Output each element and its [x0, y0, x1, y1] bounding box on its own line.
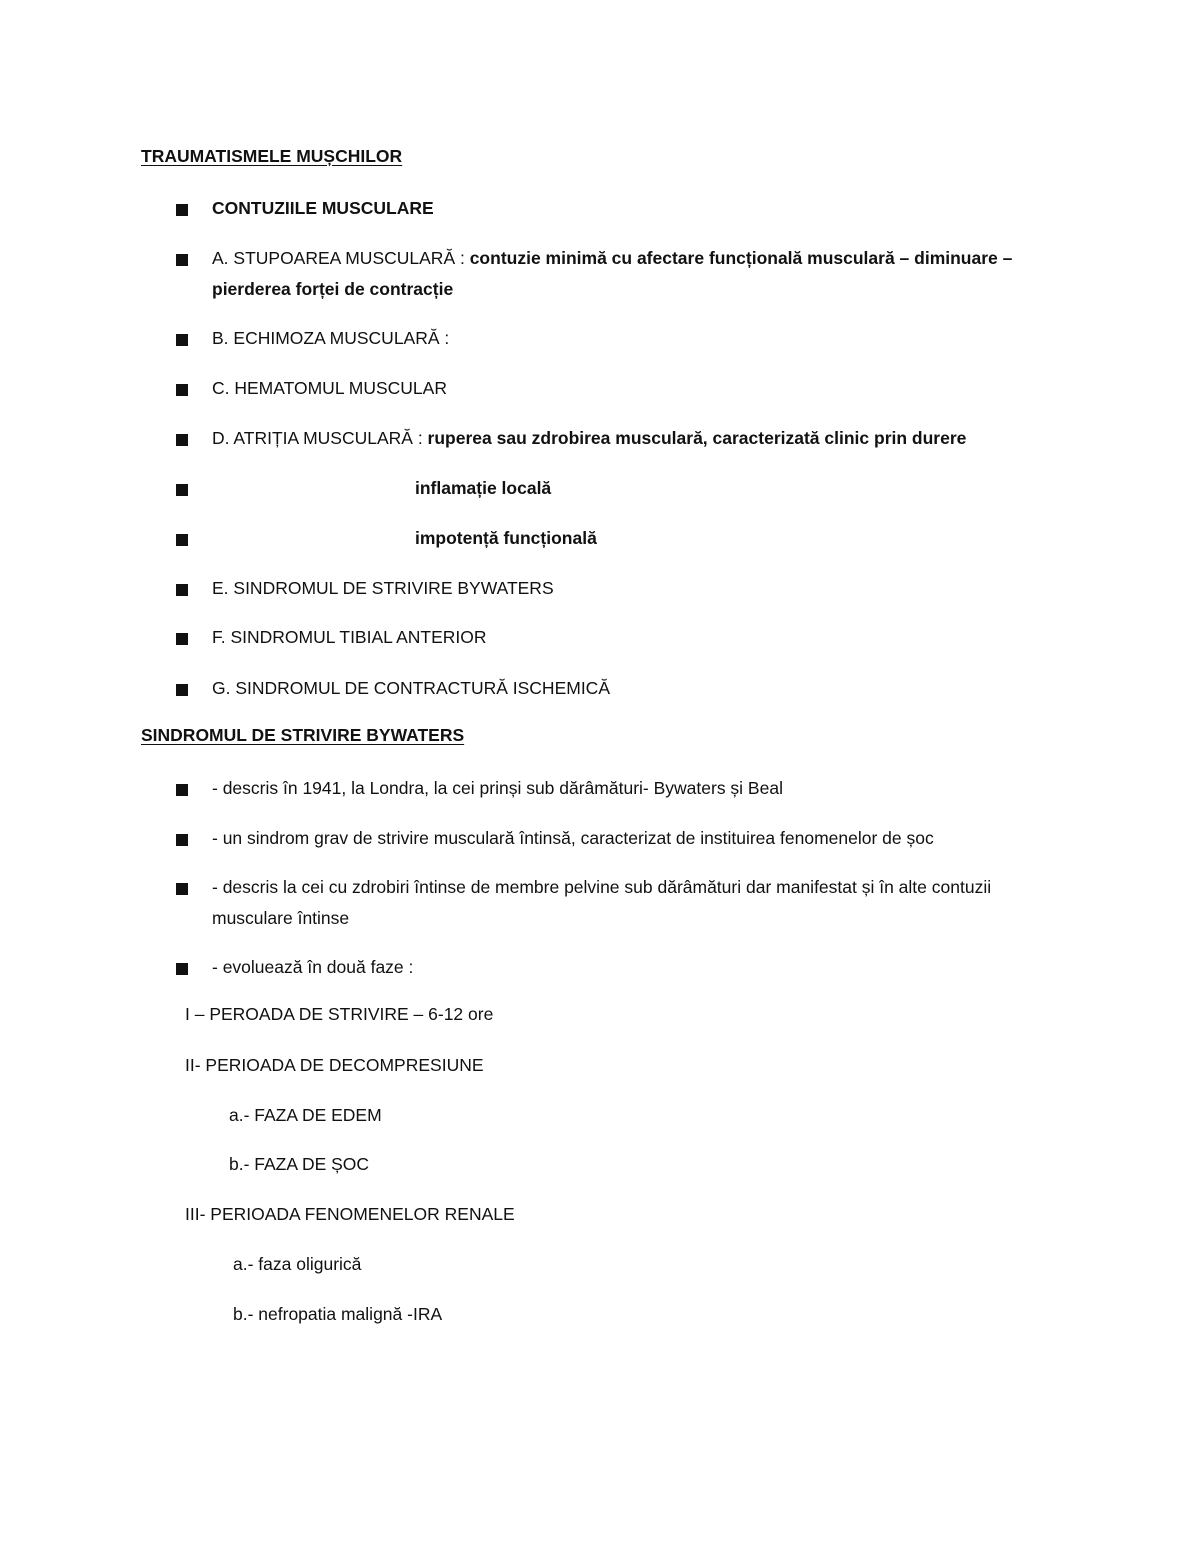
section-heading-bywaters: SINDROMUL DE STRIVIRE BYWATERS — [141, 725, 465, 745]
square-bullet-icon — [176, 334, 188, 346]
phase-subline: b.- FAZA DE ȘOC — [229, 1154, 370, 1174]
item-text: - descris la cei cu zdrobiri întinse de membre pelvine sub dărâmături dar manifestat și în alte contuzii musculare întinse — [212, 877, 992, 928]
square-bullet-icon — [176, 684, 188, 696]
item-text: - descris în 1941, la Londra, la cei prinși sub dărâmături- Bywaters și Beal — [212, 778, 783, 798]
phase-subline: b.- nefropatia malignă -IRA — [233, 1304, 443, 1324]
item-label: F. SINDROMUL TIBIAL ANTERIOR — [212, 627, 487, 647]
phase-subline: a.- FAZA DE EDEM — [229, 1105, 382, 1125]
square-bullet-icon — [176, 434, 188, 446]
section-heading-traumatisme: TRAUMATISMELE MUȘCHILOR — [141, 146, 403, 166]
square-bullet-icon — [176, 534, 188, 546]
item-label: E. SINDROMUL DE STRIVIRE BYWATERS — [212, 578, 554, 598]
item-text: - un sindrom grav de strivire musculară întinsă, caracterizat de instituirea fenomenelor de șoc — [212, 828, 934, 848]
phase-subline: a.- faza oligurică — [233, 1254, 362, 1274]
item-label: C. HEMATOMUL MUSCULAR — [212, 378, 447, 398]
item-indented-text: impotență funcțională — [415, 528, 597, 548]
square-bullet-icon — [176, 204, 188, 216]
phase-line: II- PERIOADA DE DECOMPRESIUNE — [185, 1055, 484, 1075]
square-bullet-icon — [176, 883, 188, 895]
square-bullet-icon — [176, 633, 188, 645]
square-bullet-icon — [176, 384, 188, 396]
item-bold-text: contuzie minimă cu afectare funcțională musculară – diminuare – pierderea forței de contracție — [212, 248, 1013, 299]
item-label: G. SINDROMUL DE CONTRACTURĂ ISCHEMICĂ — [212, 678, 610, 698]
phase-line: I – PEROADA DE STRIVIRE – 6-12 ore — [185, 1004, 494, 1024]
square-bullet-icon — [176, 584, 188, 596]
square-bullet-icon — [176, 254, 188, 266]
square-bullet-icon — [176, 834, 188, 846]
item-label: B. ECHIMOZA MUSCULARĂ : — [212, 328, 450, 348]
phase-line: III- PERIOADA FENOMENELOR RENALE — [185, 1204, 515, 1224]
item-bold-text: ruperea sau zdrobirea musculară, caracterizată clinic prin durere — [427, 428, 967, 448]
square-bullet-icon — [176, 784, 188, 796]
square-bullet-icon — [176, 963, 188, 975]
item-bold-text: CONTUZIILE MUSCULARE — [212, 198, 434, 218]
item-label: D. ATRIȚIA MUSCULARĂ : — [212, 428, 428, 448]
square-bullet-icon — [176, 484, 188, 496]
item-text: - evoluează în două faze : — [212, 957, 414, 977]
item-label: A. STUPOAREA MUSCULARĂ : — [212, 248, 470, 268]
item-indented-text: inflamație locală — [415, 478, 552, 498]
